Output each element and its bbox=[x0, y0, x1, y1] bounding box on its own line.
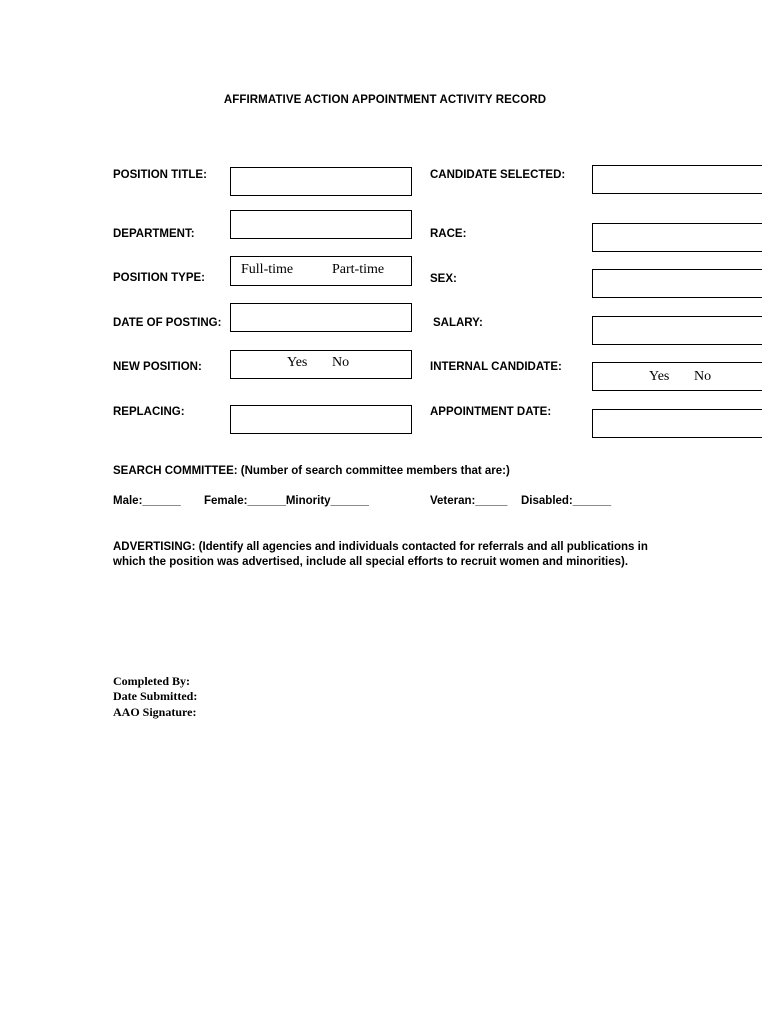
new-position-field[interactable] bbox=[230, 350, 412, 379]
sex-label: SEX: bbox=[430, 273, 457, 285]
race-field[interactable] bbox=[592, 223, 762, 252]
position-title-field[interactable] bbox=[230, 167, 412, 196]
male-count-field[interactable]: Male:______ bbox=[113, 495, 181, 507]
completed-by-label: Completed By: bbox=[113, 674, 190, 688]
female-minority-count-field[interactable]: Female:______Minority______ bbox=[204, 495, 369, 507]
sex-field[interactable] bbox=[592, 269, 762, 298]
race-label: RACE: bbox=[430, 228, 467, 240]
appointment-date-field[interactable] bbox=[592, 409, 762, 438]
internal-candidate-yes-option[interactable]: Yes bbox=[649, 369, 670, 384]
new-position-no-option[interactable]: No bbox=[332, 355, 350, 370]
new-position-label: NEW POSITION: bbox=[113, 361, 202, 373]
date-of-posting-label: DATE OF POSTING: bbox=[113, 317, 222, 329]
date-submitted-label: Date Submitted: bbox=[113, 689, 198, 703]
position-type-label: POSITION TYPE: bbox=[113, 272, 206, 284]
internal-candidate-field[interactable] bbox=[592, 362, 762, 391]
search-committee-heading: SEARCH COMMITTEE: (Number of search committee members that are:) bbox=[113, 465, 510, 477]
internal-candidate-no-option[interactable]: No bbox=[694, 369, 712, 384]
part-time-option[interactable]: Part-time bbox=[332, 262, 385, 277]
candidate-selected-label: CANDIDATE SELECTED: bbox=[430, 169, 566, 181]
veteran-count-field[interactable]: Veteran:_____ bbox=[430, 495, 508, 507]
position-title-label: POSITION TITLE: bbox=[113, 169, 207, 181]
page-title: AFFIRMATIVE ACTION APPOINTMENT ACTIVITY RECORD bbox=[223, 94, 547, 106]
appointment-date-label: APPOINTMENT DATE: bbox=[430, 406, 552, 418]
replacing-field[interactable] bbox=[230, 405, 412, 434]
date-of-posting-field[interactable] bbox=[230, 303, 412, 332]
replacing-label: REPLACING: bbox=[113, 406, 185, 418]
aao-signature-label: AAO Signature: bbox=[113, 705, 197, 719]
full-time-option[interactable]: Full-time bbox=[241, 262, 294, 277]
advertising-instructions: ADVERTISING: (Identify all agencies and individuals contacted for referrals and all publications in which the position was advertised, include all special efforts to recruit women and minorities). bbox=[113, 541, 648, 568]
salary-field[interactable] bbox=[592, 316, 762, 345]
salary-label: SALARY: bbox=[433, 317, 483, 329]
new-position-yes-option[interactable]: Yes bbox=[287, 355, 308, 370]
department-field[interactable] bbox=[230, 210, 412, 239]
disabled-count-field[interactable]: Disabled:______ bbox=[521, 495, 612, 507]
candidate-selected-field[interactable] bbox=[592, 165, 762, 194]
internal-candidate-label: INTERNAL CANDIDATE: bbox=[430, 361, 562, 373]
department-label: DEPARTMENT: bbox=[113, 228, 195, 240]
